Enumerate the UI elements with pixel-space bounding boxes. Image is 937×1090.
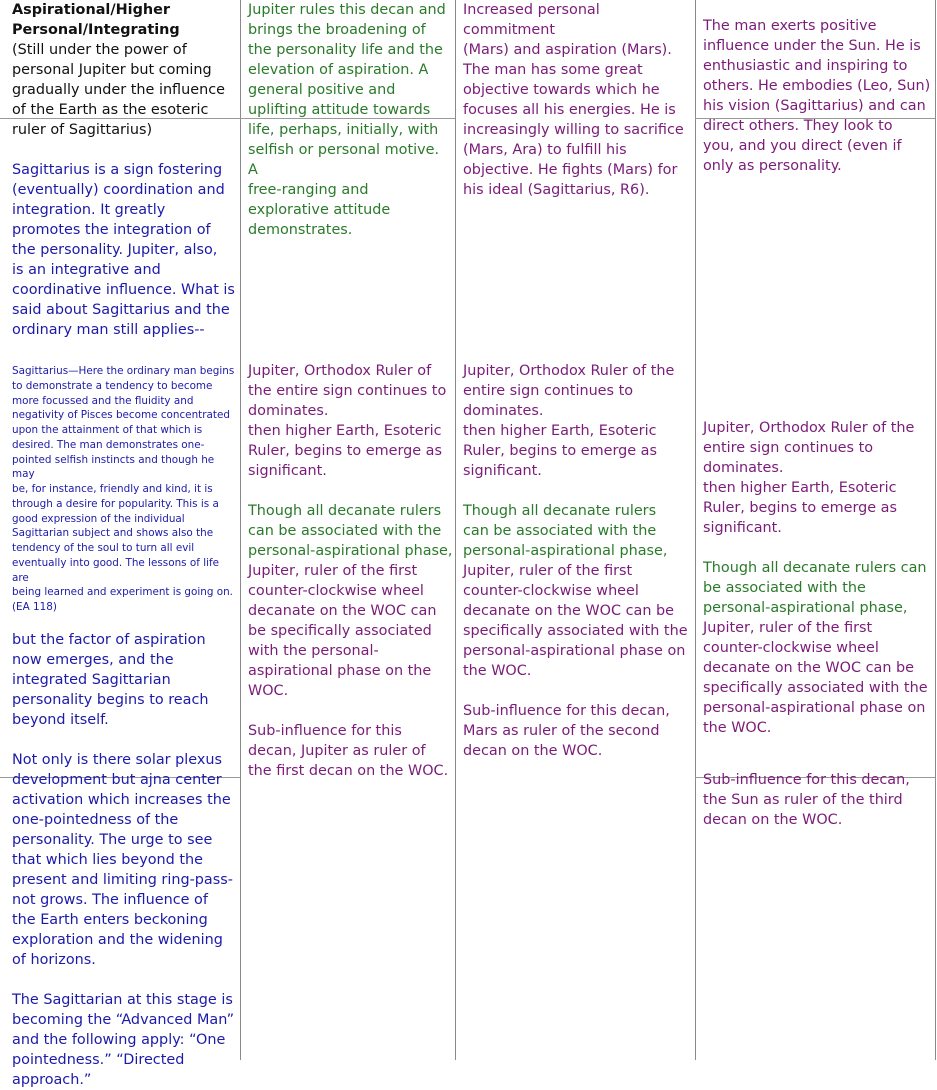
column-3 (463, 0, 693, 200)
col3-assoc-green: Though all decanate rulers can be associated with the personal-aspirational phase, (463, 503, 668, 559)
col2-top: Jupiter rules this decan and brings the broadening of the personality life and the elevation of aspiration. A general positive and uplifting attitude towards life, perhaps, initially, with selfish or personal motive. A free-ranging and explorative attitude demonstrates. (248, 2, 446, 238)
col4-assoc-purple: Jupiter, ruler of the first counter-clockwise wheel decanate on the WOC can be specifically associated with the personal-aspirational phase on the WOC. (703, 620, 928, 736)
col2-assoc-purple: Jupiter, ruler of the first counter-clockwise wheel decanate on the WOC can be specifically associated with the personal- aspirational phase on the WOC. (248, 563, 437, 699)
column-divider-3 (695, 0, 696, 1060)
column-4 (703, 16, 933, 176)
col1-para2: but the factor of aspiration now emerges, and the integrated Sagittarian personality begins to reach beyond itself. (12, 631, 209, 728)
column-1 (12, 0, 238, 1090)
col4-sub: Sub-influence for this decan, the Sun as ruler of the third decan on the WOC. (703, 772, 910, 828)
col3-sub: Sub-influence for this decan, Mars as ruler of the second decan on the WOC. (463, 703, 670, 759)
col3-ruler: Jupiter, Orthodox Ruler of the entire sign continues to dominates. then higher Earth, Esoteric Ruler, begins to emerge as significant. (463, 363, 675, 479)
col4-top: The man exerts positive influence under the Sun. He is enthusiastic and inspiring to others. He embodies (Leo, Sun) his vision (Sagittarius) and can direct others. They look to you, and you direct (even if only as personality. (703, 18, 931, 174)
column-divider-1 (240, 0, 241, 1060)
col1-heading: Aspirational/Higher Personal/Integrating (12, 2, 180, 38)
column-2-lower (248, 361, 453, 781)
col4-ruler: Jupiter, Orthodox Ruler of the entire sign continues to dominates. then higher Earth, Esoteric Ruler, begins to emerge as significant. (703, 420, 915, 536)
col1-para1: Sagittarius is a sign fostering (eventually) coordination and integration. It greatly promotes the integration of the personality. Jupiter, also, is an integrative and coordinative influence. What is said about Sagittarius and the ordinary man still applies-- (12, 162, 235, 338)
col2-assoc-green: Though all decanate rulers can be associated with the personal-aspirational phase, (248, 503, 453, 559)
column-3-lower (463, 361, 693, 761)
col1-para4: The Sagittarian at this stage is becoming the “Advanced Man” and the following apply: “One pointedness.” “Directed approach.” (12, 991, 235, 1088)
col3-top: Increased personal commitment (Mars) and aspiration (Mars). The man has some great objective towards which he focuses all his energies. He is increasingly willing to sacrifice (Mars, Ara) to fulfill his objective. He fights (Mars) for his ideal (Sagittarius, R6). (463, 2, 684, 198)
col2-ruler: Jupiter, Orthodox Ruler of the entire sign continues to dominates. then higher Earth, Esoteric Ruler, begins to emerge as significant. (248, 363, 447, 479)
col1-intro: (Still under the power of personal Jupiter but coming gradually under the influence of the Earth as the esoteric ruler of Sagittarius) (12, 42, 225, 138)
col1-para3: Not only is there solar plexus development but ajna center activation which increases the one-pointedness of the personality. The urge to see that which lies beyond the present and limiting ring-pass- not grows. The influence of the Earth enters beckoning exploration and the widening of horizons. (12, 751, 233, 968)
column-2 (248, 0, 453, 240)
col1-quote: Sagittarius—Here the ordinary man begins to demonstrate a tendency to become more focussed and the fluidity and negativity of Pisces become concentrated upon the attainment of that which is desired. The man demonstrates one- pointed selfish instincts and though he may be, for instance, friendly and kind, it is through a desire for popularity. This is a good expression of the individual Sagittarian subject and shows also the tendency of the soul to turn all evil eventually into good. The lessons of life are being learned and experiment is going on. (EA 118) (12, 365, 235, 613)
col3-assoc-purple: Jupiter, ruler of the first counter-clockwise wheel decanate on the WOC can be specifically associated with the personal-aspirational phase on the WOC. (463, 563, 688, 679)
column-4-lower (703, 418, 933, 830)
col2-sub: Sub-influence for this decan, Jupiter as ruler of the first decan on the WOC. (248, 723, 449, 779)
column-divider-4 (935, 0, 936, 1060)
column-divider-2 (455, 0, 456, 1060)
col4-assoc-green: Though all decanate rulers can be associated with the personal-aspirational phase, (703, 560, 927, 616)
